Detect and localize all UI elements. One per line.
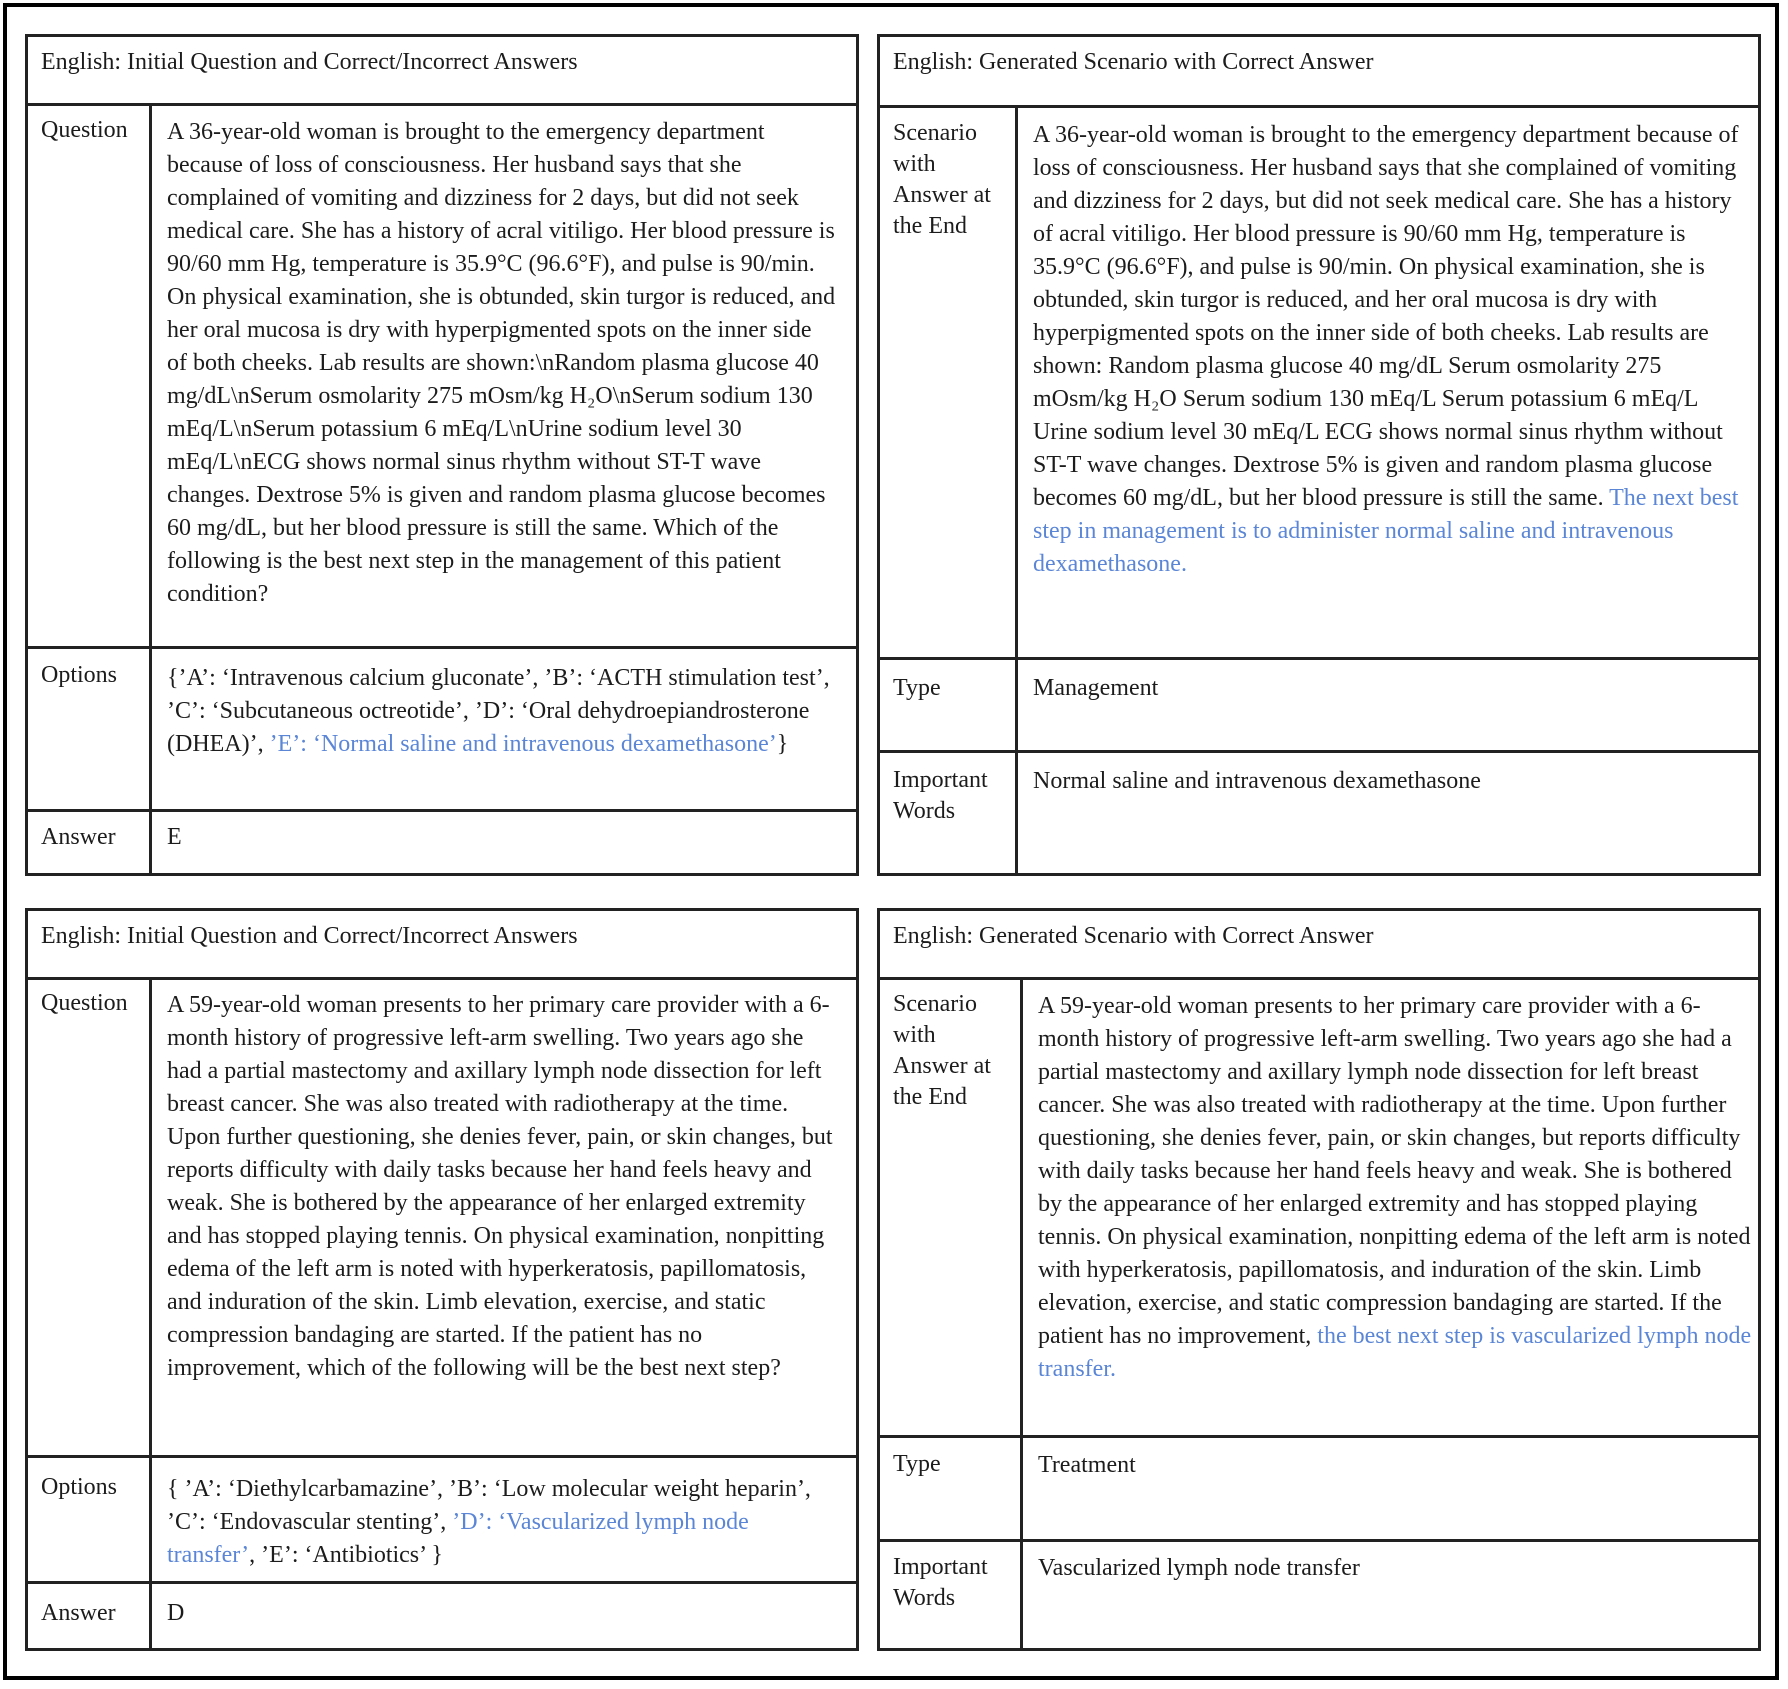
row-divider [880,1435,1758,1438]
row-divider [28,1455,856,1458]
column-divider [1015,105,1018,873]
column-divider [1020,977,1023,1648]
column-divider [149,977,152,1648]
column-divider [149,103,152,873]
important-words-value: Vascularized lymph node transfer [1038,1555,1360,1581]
options-text [167,662,837,761]
answer-label: Answer [41,1600,116,1626]
scenario-plain: A 36-year-old woman is brought to the emergency department because of loss of consciousness. Her husband says that she complained of vomiting and dizziness for 2 days, but did not seek medical care. She has a history of acral vitiligo. Her blood pressure is 90/60 mm Hg, temperature is 35.9°C (96.6°F), and pulse is 90/min. On physical examination, she is obtunded, skin turgor is reduced, and her oral mucosa is dry with hyperpigmented spots on the inner side of both cheeks. Lab results are shown: Random plasma glucose 40 mg/dL Serum osmolarity 275 mOsm/kg H₂O Serum sodium 130 mEq/L Serum potassium 6 mEq/L Urine sodium level 30 mEq/L ECG shows normal sinus rhythm without ST-T wave changes. Dextrose 5% is given and random plasma glucose becomes 60 mg/dL, but her blood pressure is still the same. [1033,122,1739,511]
answer-label: Answer [41,824,116,850]
important-words-label: Important Words [893,767,988,824]
options-label: Options [41,662,118,688]
question-label: Question [41,990,128,1016]
row-divider [880,657,1758,660]
question-label: Question [41,117,128,143]
row-divider [880,1539,1758,1542]
row-divider [28,646,856,649]
table-title: English: Generated Scenario with Correct Answer [880,37,1758,108]
type-label: Type [893,1451,941,1477]
options-text [167,1473,837,1572]
row-divider [28,1581,856,1584]
generated-scenario-table-1 [877,34,1761,876]
correct-option: ’E’: ‘Normal saline and intravenous dexamethasone’ [269,731,777,757]
row-divider [28,809,856,812]
generated-scenario-table-2 [877,908,1761,1651]
options-plain: {’A’: ‘Intravenous calcium gluconate’, ’B’: ‘ACTH stimulation test’, ’C’: ‘Subcutaneous octreotide’, ’D’: ‘Oral dehydroepiandrosterone (DHEA)’, [167,665,830,757]
table-title: English: Initial Question and Correct/Incorrect Answers [28,911,856,980]
options-plain: { ’A’: ‘Diethylcarbamazine’, ’B’: ‘Low molecular weight heparin’, ’C’: ‘Endovascular stenting’, [167,1476,811,1535]
options-tail: , ’E’: ‘Antibiotics’ } [249,1542,443,1568]
options-label: Options [41,1474,118,1500]
table-title: English: Generated Scenario with Correct Answer [880,911,1758,980]
important-words-value: Normal saline and intravenous dexamethasone [1033,768,1481,794]
important-words-label: Important Words [893,1554,988,1611]
scenario-text [1033,119,1753,581]
question-text: A 36-year-old woman is brought to the emergency department because of loss of consciousness. Her husband says that she complained of vomiting and dizziness for 2 days, but did not seek medical care. She has a history of acral vitiligo. Her blood pressure is 90/60 mm Hg, temperature is 35.9°C (96.6°F), and pulse is 90/min. On physical examination, she is obtunded, skin turgor is reduced, and her oral mucosa is dry with hyperpigmented spots on the inner side of both cheeks. Lab results are shown:\nRandom plasma glucose 40 mg/dL\nSerum osmolarity 275 mOsm/kg H₂O\nSerum sodium 130 mEq/L\nSerum potassium 6 mEq/L\nUrine sodium level 30 mEq/L\nECG shows normal sinus rhythm without ST-T wave changes. Dextrose 5% is given and random plasma glucose becomes 60 mg/dL, but her blood pressure is still the same. Which of the following is the best next step in the management of this patient condition? [167,119,836,607]
initial-question-table-1 [25,34,859,876]
answer-value: E [167,824,182,850]
type-value: Treatment [1038,1452,1136,1478]
correct-option: ’D’: ‘Vascularized lymph node transfer’ [167,1509,749,1568]
scenario-text [1038,990,1753,1386]
row-divider [880,750,1758,753]
scenario-plain: A 59-year-old woman presents to her primary care provider with a 6-month history of progressive left-arm swelling. Two years ago she had a partial mastectomy and axillary lymph node dissection for left breast cancer. She was also treated with radiotherapy at the time. Upon further questioning, she denies fever, pain, or skin changes, but reports difficulty with daily tasks because her hand feels heavy and weak. She is bothered by the appearance of her enlarged extremity and has stopped playing tennis. On physical examination, nonpitting edema of the left arm is noted with hyperkeratosis, papillomatosis, and induration of the skin. Limb elevation, exercise, and static compression bandaging are started. If the patient has no improvement, [1038,993,1751,1349]
question-text: A 59-year-old woman presents to her primary care provider with a 6-month history of progressive left-arm swelling. Two years ago she had a partial mastectomy and axillary lymph node dissection for left breast cancer. She was also treated with radiotherapy at the time. Upon further questioning, she denies fever, pain, or skin changes, but reports difficulty with daily tasks because her hand feels heavy and weak. She is bothered by the appearance of her enlarged extremity and has stopped playing tennis. On physical examination, nonpitting edema of the left arm is noted with hyperkeratosis, papillomatosis, and induration of the skin. Limb elevation, exercise, and static compression bandaging are started. If the patient has no improvement, which of the following will be the best next step? [167,992,833,1381]
scenario-answer: the best next step is vascularized lymph node transfer. [1038,1323,1752,1382]
table-title: English: Initial Question and Correct/Incorrect Answers [28,37,856,106]
options-tail: } [776,731,789,757]
scenario-answer: The next best step in management is to administer normal saline and intravenous dexamethasone. [1033,485,1739,577]
scenario-label: Scenario with Answer at the End [893,120,991,239]
initial-question-table-2 [25,908,859,1651]
scenario-label: Scenario with Answer at the End [893,991,991,1110]
answer-value: D [167,1600,185,1626]
type-value: Management [1033,675,1159,701]
type-label: Type [893,675,941,701]
